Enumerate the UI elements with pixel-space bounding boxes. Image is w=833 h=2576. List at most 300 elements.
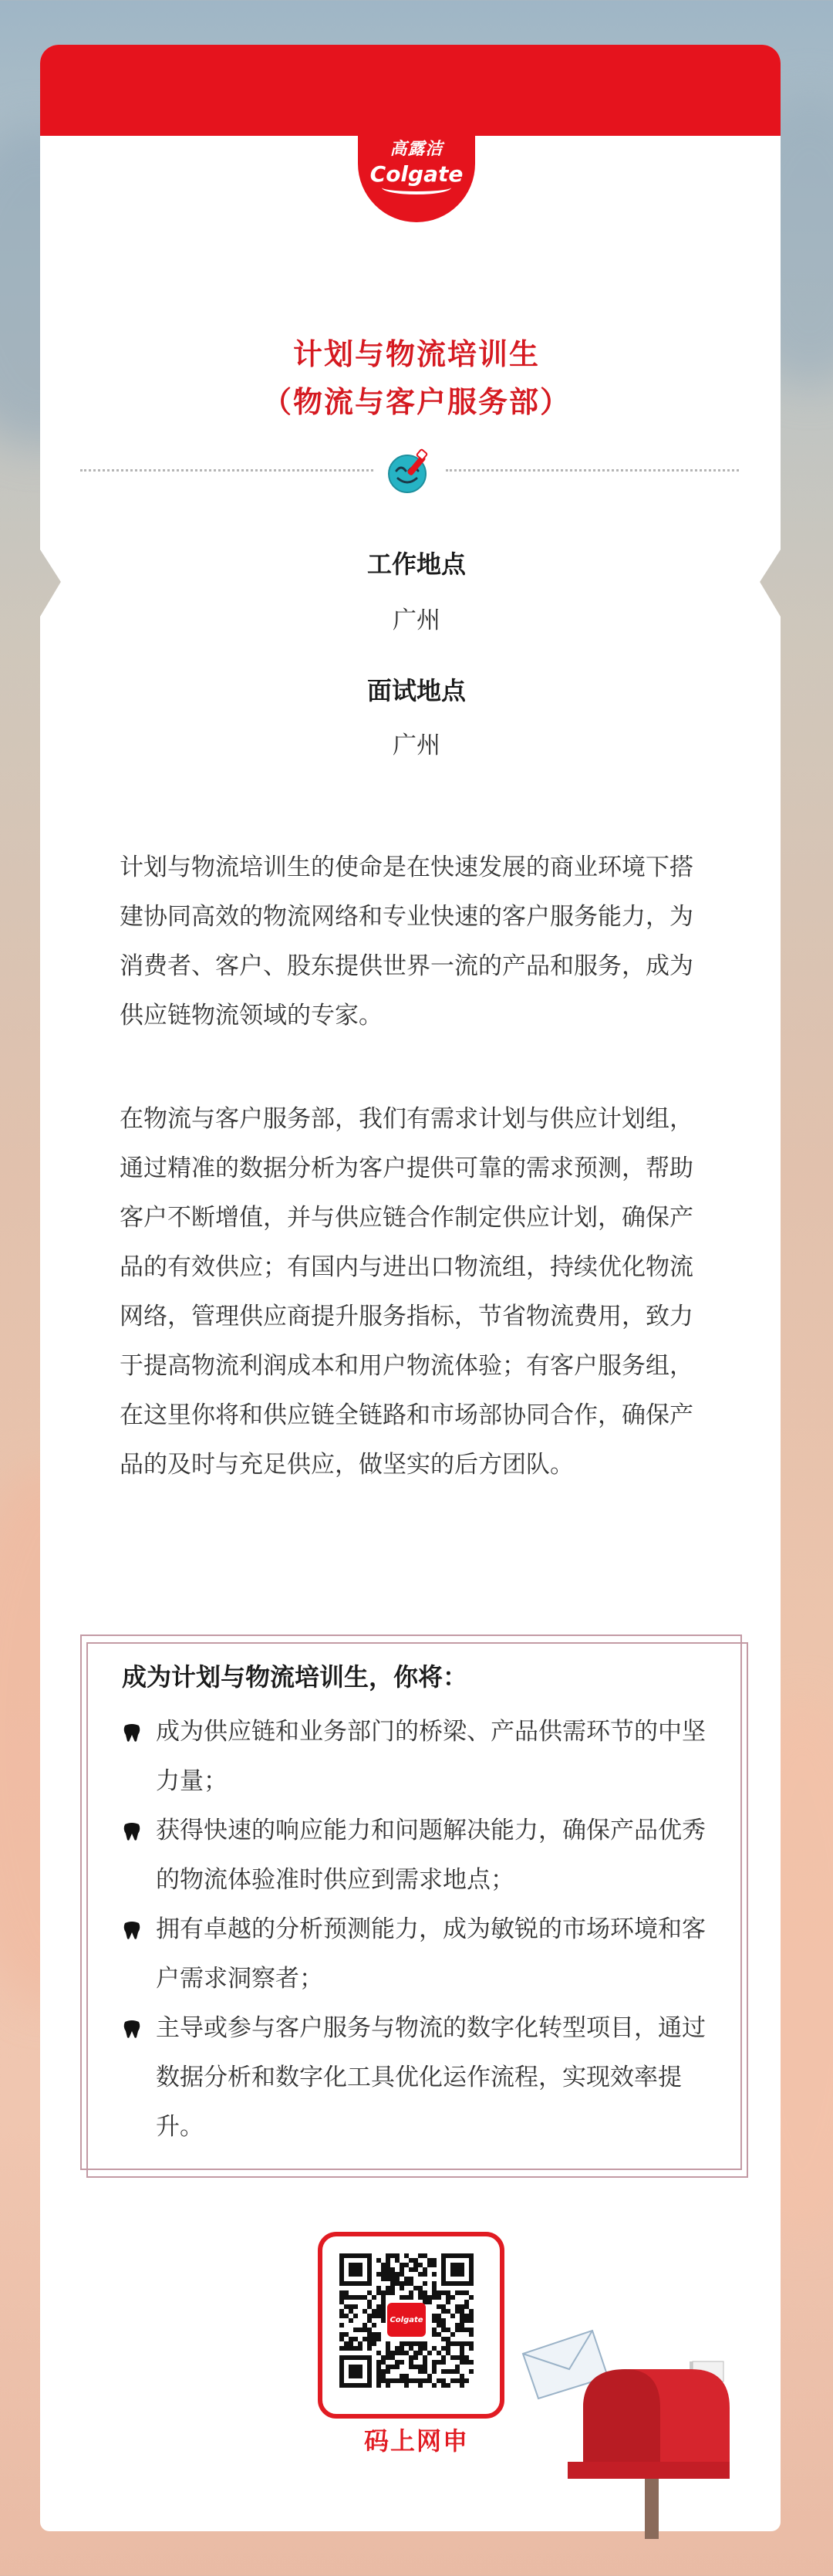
- qr-module: [409, 2258, 413, 2263]
- qr-module: [455, 2369, 460, 2374]
- qr-module: [376, 2337, 381, 2341]
- qr-module: [339, 2323, 344, 2328]
- qr-module: [441, 2378, 446, 2383]
- qr-module: [404, 2383, 409, 2388]
- qr-module: [464, 2328, 469, 2332]
- qr-module: [423, 2290, 427, 2295]
- qr-module: [418, 2295, 423, 2300]
- benefits-heading: 成为计划与物流培训生，你将：: [122, 1662, 468, 1692]
- qr-module: [469, 2309, 474, 2314]
- qr-module: [376, 2286, 381, 2290]
- qr-module: [339, 2290, 344, 2295]
- qr-module: [376, 2365, 381, 2369]
- qr-module: [400, 2351, 404, 2355]
- qr-module: [460, 2351, 464, 2355]
- qr-module: [455, 2290, 460, 2295]
- qr-module: [349, 2304, 353, 2309]
- qr-module: [376, 2383, 381, 2388]
- qr-module: [464, 2360, 469, 2365]
- qr-module: [381, 2272, 386, 2277]
- work-location-value: 广州: [393, 607, 440, 634]
- qr-module: [423, 2253, 427, 2258]
- qr-module: [358, 2328, 363, 2332]
- qr-module: [404, 2351, 409, 2355]
- brand-name-en: Colgate: [369, 161, 464, 187]
- qr-module: [404, 2277, 409, 2281]
- qr-module: [390, 2272, 395, 2277]
- qr-module: [395, 2346, 400, 2351]
- qr-module: [455, 2304, 460, 2309]
- qr-module: [339, 2314, 344, 2318]
- qr-module: [372, 2309, 376, 2314]
- qr-module: [395, 2365, 400, 2369]
- qr-module: [446, 2328, 450, 2332]
- logo-swoosh: [382, 181, 451, 194]
- qr-module: [441, 2290, 446, 2295]
- qr-module: [469, 2332, 474, 2337]
- qr-module: [423, 2369, 427, 2374]
- qr-module: [363, 2295, 367, 2300]
- qr-module: [418, 2253, 423, 2258]
- qr-module: [381, 2267, 386, 2272]
- qr-module: [395, 2360, 400, 2365]
- qr-module: [344, 2341, 349, 2346]
- qr-module: [386, 2258, 390, 2263]
- qr-module: [450, 2314, 455, 2318]
- qr-module: [418, 2290, 423, 2295]
- qr-module: [427, 2263, 432, 2267]
- qr-module: [400, 2360, 404, 2365]
- qr-module: [381, 2369, 386, 2374]
- qr-caption: 码上网申: [363, 2426, 469, 2456]
- qr-module: [460, 2304, 464, 2309]
- qr-module: [395, 2277, 400, 2281]
- qr-module: [437, 2351, 441, 2355]
- qr-module: [344, 2332, 349, 2337]
- qr-module: [381, 2355, 386, 2360]
- qr-module: [446, 2341, 450, 2346]
- qr-module: [400, 2272, 404, 2277]
- qr-module: [469, 2360, 474, 2365]
- interview-location-value: 广州: [393, 732, 440, 759]
- qr-module: [367, 2341, 372, 2346]
- qr-module: [386, 2351, 390, 2355]
- qr-module: [349, 2337, 353, 2341]
- qr-module: [413, 2263, 418, 2267]
- qr-module: [418, 2346, 423, 2351]
- qr-module: [423, 2267, 427, 2272]
- qr-module: [441, 2360, 446, 2365]
- qr-module: [376, 2351, 381, 2355]
- qr-module: [381, 2318, 386, 2323]
- qr-module: [437, 2318, 441, 2323]
- qr-module: [460, 2318, 464, 2323]
- qr-module: [423, 2360, 427, 2365]
- qr-module: [386, 2267, 390, 2272]
- qr-module: [400, 2295, 404, 2300]
- qr-module: [349, 2341, 353, 2346]
- qr-module: [409, 2295, 413, 2300]
- qr-module: [460, 2290, 464, 2295]
- qr-module: [390, 2267, 395, 2272]
- qr-module: [349, 2295, 353, 2300]
- qr-module: [404, 2263, 409, 2267]
- qr-module: [376, 2369, 381, 2374]
- qr-module: [427, 2378, 432, 2383]
- qr-module: [395, 2253, 400, 2258]
- qr-module: [441, 2337, 446, 2341]
- intro-paragraph-1: 计划与物流培训生的使命是在快速发展的商业环境下搭建协同高效的物流网络和专业快速的客户服务能力，为消费者、客户、股东提供世界一流的产品和服务，成为供应链物流领域的专家。: [120, 854, 693, 1029]
- qr-finder-pattern: [349, 2365, 363, 2378]
- qr-module: [423, 2346, 427, 2351]
- qr-module: [441, 2355, 446, 2360]
- qr-module: [400, 2286, 404, 2290]
- qr-module: [381, 2309, 386, 2314]
- qr-module: [450, 2369, 455, 2374]
- qr-module: [381, 2314, 386, 2318]
- qr-module: [464, 2300, 469, 2304]
- qr-module: [455, 2365, 460, 2369]
- qr-module: [367, 2318, 372, 2323]
- qr-module: [469, 2295, 474, 2300]
- qr-module: [409, 2341, 413, 2346]
- qr-module: [395, 2281, 400, 2286]
- qr-module: [409, 2365, 413, 2369]
- qr-module: [372, 2314, 376, 2318]
- qr-module: [409, 2281, 413, 2286]
- qr-module: [432, 2281, 437, 2286]
- qr-module: [464, 2304, 469, 2309]
- qr-module: [353, 2328, 358, 2332]
- qr-module: [344, 2346, 349, 2351]
- qr-module: [390, 2277, 395, 2281]
- qr-module: [432, 2290, 437, 2295]
- qr-module: [339, 2337, 344, 2341]
- qr-module: [413, 2258, 418, 2263]
- benefit-item: [122, 1707, 716, 1806]
- qr-module: [390, 2253, 395, 2258]
- qr-module: [432, 2332, 437, 2337]
- qr-module: [441, 2369, 446, 2374]
- qr-module: [441, 2304, 446, 2309]
- qr-module: [353, 2314, 358, 2318]
- qr-module: [386, 2272, 390, 2277]
- qr-module: [372, 2323, 376, 2328]
- qr-module: [460, 2328, 464, 2332]
- qr-module: [390, 2355, 395, 2360]
- qr-module: [446, 2337, 450, 2341]
- qr-module: [349, 2309, 353, 2314]
- qr-module: [437, 2295, 441, 2300]
- qr-module: [432, 2258, 437, 2263]
- qr-module: [372, 2295, 376, 2300]
- qr-module: [469, 2328, 474, 2332]
- qr-module: [358, 2295, 363, 2300]
- qr-module: [437, 2314, 441, 2318]
- qr-module: [386, 2290, 390, 2295]
- tooth-icon: [122, 1821, 142, 1841]
- qr-module: [413, 2341, 418, 2346]
- qr-module: [432, 2263, 437, 2267]
- qr-module: [427, 2300, 432, 2304]
- qr-module: [437, 2360, 441, 2365]
- qr-module: [404, 2374, 409, 2378]
- work-location-label: 工作地点: [366, 549, 466, 579]
- qr-module: [390, 2286, 395, 2290]
- qr-module: [404, 2341, 409, 2346]
- qr-module: [367, 2300, 372, 2304]
- qr-module: [372, 2332, 376, 2337]
- qr-module: [446, 2295, 450, 2300]
- qr-module: [413, 2365, 418, 2369]
- qr-module: [418, 2369, 423, 2374]
- qr-module: [437, 2332, 441, 2337]
- qr-module: [395, 2351, 400, 2355]
- qr-module: [418, 2383, 423, 2388]
- qr-module: [390, 2378, 395, 2383]
- qr-module: [409, 2277, 413, 2281]
- qr-module: [409, 2355, 413, 2360]
- application-qr-code[interactable]: [318, 2232, 504, 2419]
- qr-module: [418, 2272, 423, 2277]
- qr-module: [376, 2290, 381, 2295]
- toothbrush-badge-icon: [386, 448, 433, 495]
- qr-module: [353, 2337, 358, 2341]
- qr-module: [460, 2360, 464, 2365]
- qr-module: [446, 2383, 450, 2388]
- qr-module: [418, 2286, 423, 2290]
- qr-module: [381, 2374, 386, 2378]
- qr-module: [450, 2332, 455, 2337]
- qr-module: [376, 2309, 381, 2314]
- qr-module: [423, 2365, 427, 2369]
- qr-module: [469, 2346, 474, 2351]
- qr-module: [381, 2360, 386, 2365]
- qr-module: [376, 2258, 381, 2263]
- qr-module: [409, 2378, 413, 2383]
- qr-module: [381, 2378, 386, 2383]
- qr-module: [464, 2355, 469, 2360]
- qr-module: [339, 2309, 344, 2314]
- qr-module: [376, 2332, 381, 2337]
- qr-module: [455, 2328, 460, 2332]
- qr-module: [464, 2314, 469, 2318]
- qr-module: [386, 2286, 390, 2290]
- qr-module: [400, 2281, 404, 2286]
- qr-module: [349, 2346, 353, 2351]
- qr-module: [423, 2281, 427, 2286]
- qr-module: [367, 2332, 372, 2337]
- qr-module: [339, 2346, 344, 2351]
- qr-module: [390, 2351, 395, 2355]
- qr-module: [339, 2300, 344, 2304]
- benefit-item: [122, 1806, 716, 1905]
- qr-module: [432, 2295, 437, 2300]
- qr-module: [381, 2263, 386, 2267]
- qr-module: [409, 2360, 413, 2365]
- qr-module: [344, 2304, 349, 2309]
- qr-module: [464, 2378, 469, 2383]
- qr-module: [400, 2374, 404, 2378]
- qr-module: [450, 2378, 455, 2383]
- benefit-text: 成为供应链和业务部门的桥梁、产品供需环节的中坚力量；: [156, 1718, 706, 1795]
- qr-module: [367, 2290, 372, 2295]
- qr-module: [460, 2309, 464, 2314]
- qr-module: [437, 2378, 441, 2383]
- qr-module: [460, 2323, 464, 2328]
- qr-module: [418, 2378, 423, 2383]
- qr-module: [413, 2267, 418, 2272]
- qr-module: [353, 2304, 358, 2309]
- qr-module: [469, 2314, 474, 2318]
- qr-module: [446, 2290, 450, 2295]
- qr-module: [418, 2365, 423, 2369]
- department-title: （物流与客户服务部）: [261, 385, 571, 419]
- qr-module: [395, 2258, 400, 2263]
- qr-module: [441, 2383, 446, 2388]
- qr-module: [437, 2304, 441, 2309]
- qr-module: [381, 2295, 386, 2300]
- qr-module: [464, 2290, 469, 2295]
- qr-module: [460, 2341, 464, 2346]
- benefit-item: [122, 1905, 716, 2003]
- mailbox-icon: [552, 2354, 768, 2539]
- qr-module: [349, 2318, 353, 2323]
- qr-module: [455, 2309, 460, 2314]
- qr-module: [423, 2341, 427, 2346]
- qr-module: [423, 2295, 427, 2300]
- qr-module: [386, 2346, 390, 2351]
- qr-center-logo: [387, 2303, 426, 2337]
- divider-right: [446, 469, 739, 472]
- qr-module: [400, 2267, 404, 2272]
- intro-paragraph-2: 在物流与客户服务部，我们有需求计划与供应计划组，通过精准的数据分析为客户提供可靠的需求预测，帮助客户不断增值，并与供应链合作制定供应计划，确保产品的有效供应；有国内与进出口物流组，持续优化物流网络，管理供应商提升服务指标，节省物流费用，致力于提高物流利润成本和用户物流体验；有客户服务组，在这里你将和供应链全链路和市场部协同合作，确保产品的及时与充足供应，做坚实的后方团队。: [120, 1105, 693, 1479]
- qr-module: [427, 2351, 432, 2355]
- qr-module: [381, 2277, 386, 2281]
- qr-module: [455, 2355, 460, 2360]
- interview-location-label: 面试地点: [366, 676, 466, 705]
- qr-module: [446, 2369, 450, 2374]
- qr-module: [437, 2323, 441, 2328]
- qr-module: [418, 2351, 423, 2355]
- qr-module: [423, 2355, 427, 2360]
- qr-module: [363, 2323, 367, 2328]
- qr-module: [441, 2346, 446, 2351]
- qr-module: [363, 2309, 367, 2314]
- qr-module: [409, 2290, 413, 2295]
- qr-module: [413, 2378, 418, 2383]
- qr-module: [386, 2341, 390, 2346]
- qr-module: [469, 2341, 474, 2346]
- tooth-icon: [122, 1920, 142, 1940]
- qr-module: [446, 2300, 450, 2304]
- divider-left: [80, 469, 373, 472]
- qr-module: [418, 2341, 423, 2346]
- qr-module: [400, 2341, 404, 2346]
- qr-module: [386, 2383, 390, 2388]
- qr-module: [455, 2323, 460, 2328]
- qr-module: [450, 2355, 455, 2360]
- benefit-text: 获得快速的响应能力和问题解决能力，确保产品优秀的物流体验准时供应到需求地点；: [156, 1817, 706, 1894]
- qr-module: [381, 2304, 386, 2309]
- qr-module: [363, 2337, 367, 2341]
- qr-module: [390, 2290, 395, 2295]
- qr-module: [386, 2253, 390, 2258]
- qr-finder-pattern: [349, 2263, 363, 2277]
- qr-module: [460, 2355, 464, 2360]
- qr-module: [432, 2272, 437, 2277]
- qr-module: [460, 2314, 464, 2318]
- qr-module: [400, 2378, 404, 2383]
- qr-module: [432, 2360, 437, 2365]
- qr-module: [367, 2304, 372, 2309]
- qr-module: [469, 2369, 474, 2374]
- qr-module: [339, 2332, 344, 2337]
- qr-module: [358, 2341, 363, 2346]
- job-title: 计划与物流培训生: [292, 337, 540, 371]
- qr-module: [363, 2328, 367, 2332]
- qr-module: [404, 2295, 409, 2300]
- benefit-item: [122, 2003, 716, 2152]
- qr-module: [390, 2365, 395, 2369]
- qr-module: [409, 2267, 413, 2272]
- qr-module: [404, 2378, 409, 2383]
- tooth-icon: [122, 1722, 142, 1743]
- benefit-text: 拥有卓越的分析预测能力，成为敏锐的市场环境和客户需求洞察者；: [156, 1915, 706, 1993]
- qr-module: [455, 2341, 460, 2346]
- qr-module: [432, 2369, 437, 2374]
- qr-module: [469, 2318, 474, 2323]
- qr-module: [464, 2318, 469, 2323]
- qr-module: [381, 2300, 386, 2304]
- qr-module: [455, 2378, 460, 2383]
- qr-module: [446, 2346, 450, 2351]
- qr-module: [367, 2337, 372, 2341]
- qr-module: [423, 2378, 427, 2383]
- qr-module: [376, 2378, 381, 2383]
- qr-module: [409, 2346, 413, 2351]
- qr-module: [367, 2346, 372, 2351]
- qr-center-logo-text: Colgate: [390, 2315, 423, 2324]
- qr-module: [386, 2378, 390, 2383]
- benefit-text: 主导或参与客户服务与物流的数字化转型项目，通过数据分析和数字化工具优化运作流程，实现效率提升。: [156, 2014, 706, 2141]
- qr-module: [376, 2314, 381, 2318]
- qr-module: [427, 2374, 432, 2378]
- qr-module: [418, 2263, 423, 2267]
- qr-module: [344, 2314, 349, 2318]
- qr-module: [339, 2295, 344, 2300]
- qr-module: [367, 2314, 372, 2318]
- qr-module: [376, 2272, 381, 2277]
- qr-module: [386, 2277, 390, 2281]
- qr-module: [432, 2328, 437, 2332]
- qr-module: [441, 2309, 446, 2314]
- qr-module: [344, 2295, 349, 2300]
- qr-module: [450, 2341, 455, 2346]
- qr-module: [400, 2346, 404, 2351]
- qr-module: [353, 2346, 358, 2351]
- qr-module: [344, 2290, 349, 2295]
- qr-module: [376, 2374, 381, 2378]
- qr-module: [358, 2346, 363, 2351]
- qr-module: [372, 2337, 376, 2341]
- qr-module: [386, 2369, 390, 2374]
- qr-module: [432, 2346, 437, 2351]
- qr-module: [450, 2295, 455, 2300]
- qr-module: [441, 2318, 446, 2323]
- qr-module: [460, 2378, 464, 2383]
- qr-module: [372, 2341, 376, 2346]
